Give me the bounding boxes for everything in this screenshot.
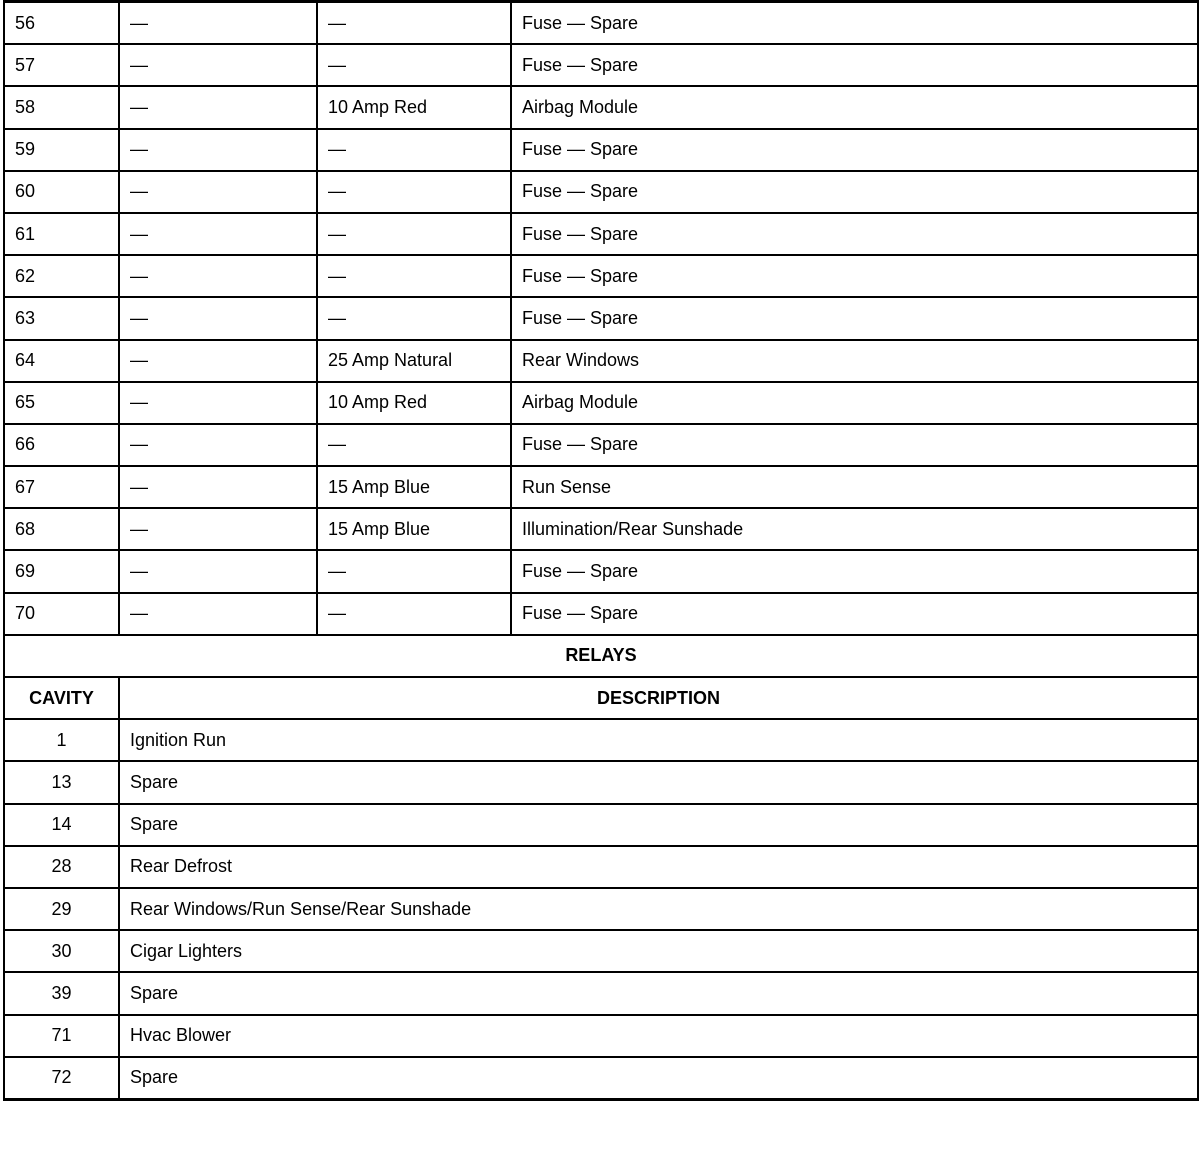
fuse-row	[4, 129, 1198, 171]
fuse-mini: —	[317, 593, 511, 635]
fuse-row	[4, 255, 1198, 297]
relay-cavity: 13	[4, 761, 119, 803]
relays-cavity-header: CAVITY	[4, 677, 119, 719]
fuse-cavity: 69	[4, 550, 119, 592]
relay-cavity: 72	[4, 1057, 119, 1100]
fuse-cavity: 58	[4, 86, 119, 128]
fuse-description: Fuse — Spare	[511, 171, 1198, 213]
fuse-row	[4, 297, 1198, 339]
fuse-cartridge: —	[119, 2, 317, 45]
fuse-cavity: 65	[4, 382, 119, 424]
fuse-cavity: 64	[4, 340, 119, 382]
relays-title: RELAYS	[4, 635, 1198, 677]
fuse-cavity: 59	[4, 129, 119, 171]
fuse-description: Run Sense	[511, 466, 1198, 508]
fuse-cartridge: —	[119, 508, 317, 550]
fuse-mini: —	[317, 171, 511, 213]
fuse-cavity: 60	[4, 171, 119, 213]
fuse-row	[4, 550, 1198, 592]
fuse-row	[4, 340, 1198, 382]
fuse-description: Rear Windows	[511, 340, 1198, 382]
relay-cavity: 28	[4, 846, 119, 888]
fuse-description: Fuse — Spare	[511, 255, 1198, 297]
fuse-description: Fuse — Spare	[511, 44, 1198, 86]
fuse-mini: 10 Amp Red	[317, 86, 511, 128]
fuse-cartridge: —	[119, 466, 317, 508]
relay-cavity: 30	[4, 930, 119, 972]
fuse-mini: 25 Amp Natural	[317, 340, 511, 382]
relay-row	[4, 930, 1198, 972]
fuse-mini: —	[317, 129, 511, 171]
fuse-mini: 15 Amp Blue	[317, 508, 511, 550]
relay-description: Ignition Run	[119, 719, 1198, 761]
fuse-cavity: 63	[4, 297, 119, 339]
relay-description: Hvac Blower	[119, 1015, 1198, 1057]
relays-description-header: DESCRIPTION	[119, 677, 1198, 719]
relay-row	[4, 972, 1198, 1014]
fuse-mini: —	[317, 44, 511, 86]
fuse-cartridge: —	[119, 593, 317, 635]
fuse-cartridge: —	[119, 44, 317, 86]
fuse-row	[4, 593, 1198, 635]
fuse-cavity: 68	[4, 508, 119, 550]
relay-description: Rear Windows/Run Sense/Rear Sunshade	[119, 888, 1198, 930]
fuse-table-body	[4, 2, 1198, 1100]
fuse-row	[4, 44, 1198, 86]
fuse-description: Fuse — Spare	[511, 129, 1198, 171]
fuse-mini: 10 Amp Red	[317, 382, 511, 424]
fuse-description: Fuse — Spare	[511, 213, 1198, 255]
fuse-row	[4, 466, 1198, 508]
relay-description: Cigar Lighters	[119, 930, 1198, 972]
fuse-mini: —	[317, 213, 511, 255]
fuse-description: Fuse — Spare	[511, 593, 1198, 635]
fuse-description: Airbag Module	[511, 86, 1198, 128]
fuse-relay-table	[3, 0, 1199, 1101]
relay-cavity: 29	[4, 888, 119, 930]
fuse-cartridge: —	[119, 129, 317, 171]
fuse-cartridge: —	[119, 550, 317, 592]
fuse-row	[4, 171, 1198, 213]
fuse-cartridge: —	[119, 255, 317, 297]
fuse-row	[4, 424, 1198, 466]
relay-cavity: 71	[4, 1015, 119, 1057]
relay-cavity: 39	[4, 972, 119, 1014]
fuse-row	[4, 382, 1198, 424]
fuse-description: Fuse — Spare	[511, 550, 1198, 592]
relay-cavity: 14	[4, 804, 119, 846]
relay-row	[4, 1057, 1198, 1100]
relay-row	[4, 1015, 1198, 1057]
relay-description: Spare	[119, 761, 1198, 803]
fuse-description: Fuse — Spare	[511, 2, 1198, 45]
fuse-cavity: 62	[4, 255, 119, 297]
relay-description: Spare	[119, 1057, 1198, 1100]
fuse-cavity: 61	[4, 213, 119, 255]
fuse-description: Fuse — Spare	[511, 424, 1198, 466]
fuse-cavity: 66	[4, 424, 119, 466]
fuse-row	[4, 213, 1198, 255]
fuse-description: Fuse — Spare	[511, 297, 1198, 339]
relay-row	[4, 888, 1198, 930]
relay-row	[4, 719, 1198, 761]
fuse-cavity: 57	[4, 44, 119, 86]
fuse-mini: —	[317, 550, 511, 592]
relay-description: Spare	[119, 804, 1198, 846]
relay-row	[4, 846, 1198, 888]
fuse-mini: —	[317, 424, 511, 466]
fuse-cavity: 56	[4, 2, 119, 45]
fuse-cavity: 70	[4, 593, 119, 635]
fuse-cartridge: —	[119, 424, 317, 466]
fuse-row	[4, 508, 1198, 550]
relays-header-row	[4, 677, 1198, 719]
fuse-row	[4, 86, 1198, 128]
fuse-cartridge: —	[119, 297, 317, 339]
fuse-cartridge: —	[119, 382, 317, 424]
relay-row	[4, 761, 1198, 803]
fuse-cartridge: —	[119, 213, 317, 255]
fuse-row	[4, 2, 1198, 45]
fuse-mini: —	[317, 297, 511, 339]
fuse-description: Illumination/Rear Sunshade	[511, 508, 1198, 550]
fuse-description: Airbag Module	[511, 382, 1198, 424]
fuse-cartridge: —	[119, 86, 317, 128]
relay-description: Rear Defrost	[119, 846, 1198, 888]
relay-row	[4, 804, 1198, 846]
relay-description: Spare	[119, 972, 1198, 1014]
fuse-cartridge: —	[119, 171, 317, 213]
fuse-cartridge: —	[119, 340, 317, 382]
fuse-mini: 15 Amp Blue	[317, 466, 511, 508]
relays-title-row	[4, 635, 1198, 677]
fuse-mini: —	[317, 2, 511, 45]
fuse-cavity: 67	[4, 466, 119, 508]
fuse-mini: —	[317, 255, 511, 297]
relay-cavity: 1	[4, 719, 119, 761]
